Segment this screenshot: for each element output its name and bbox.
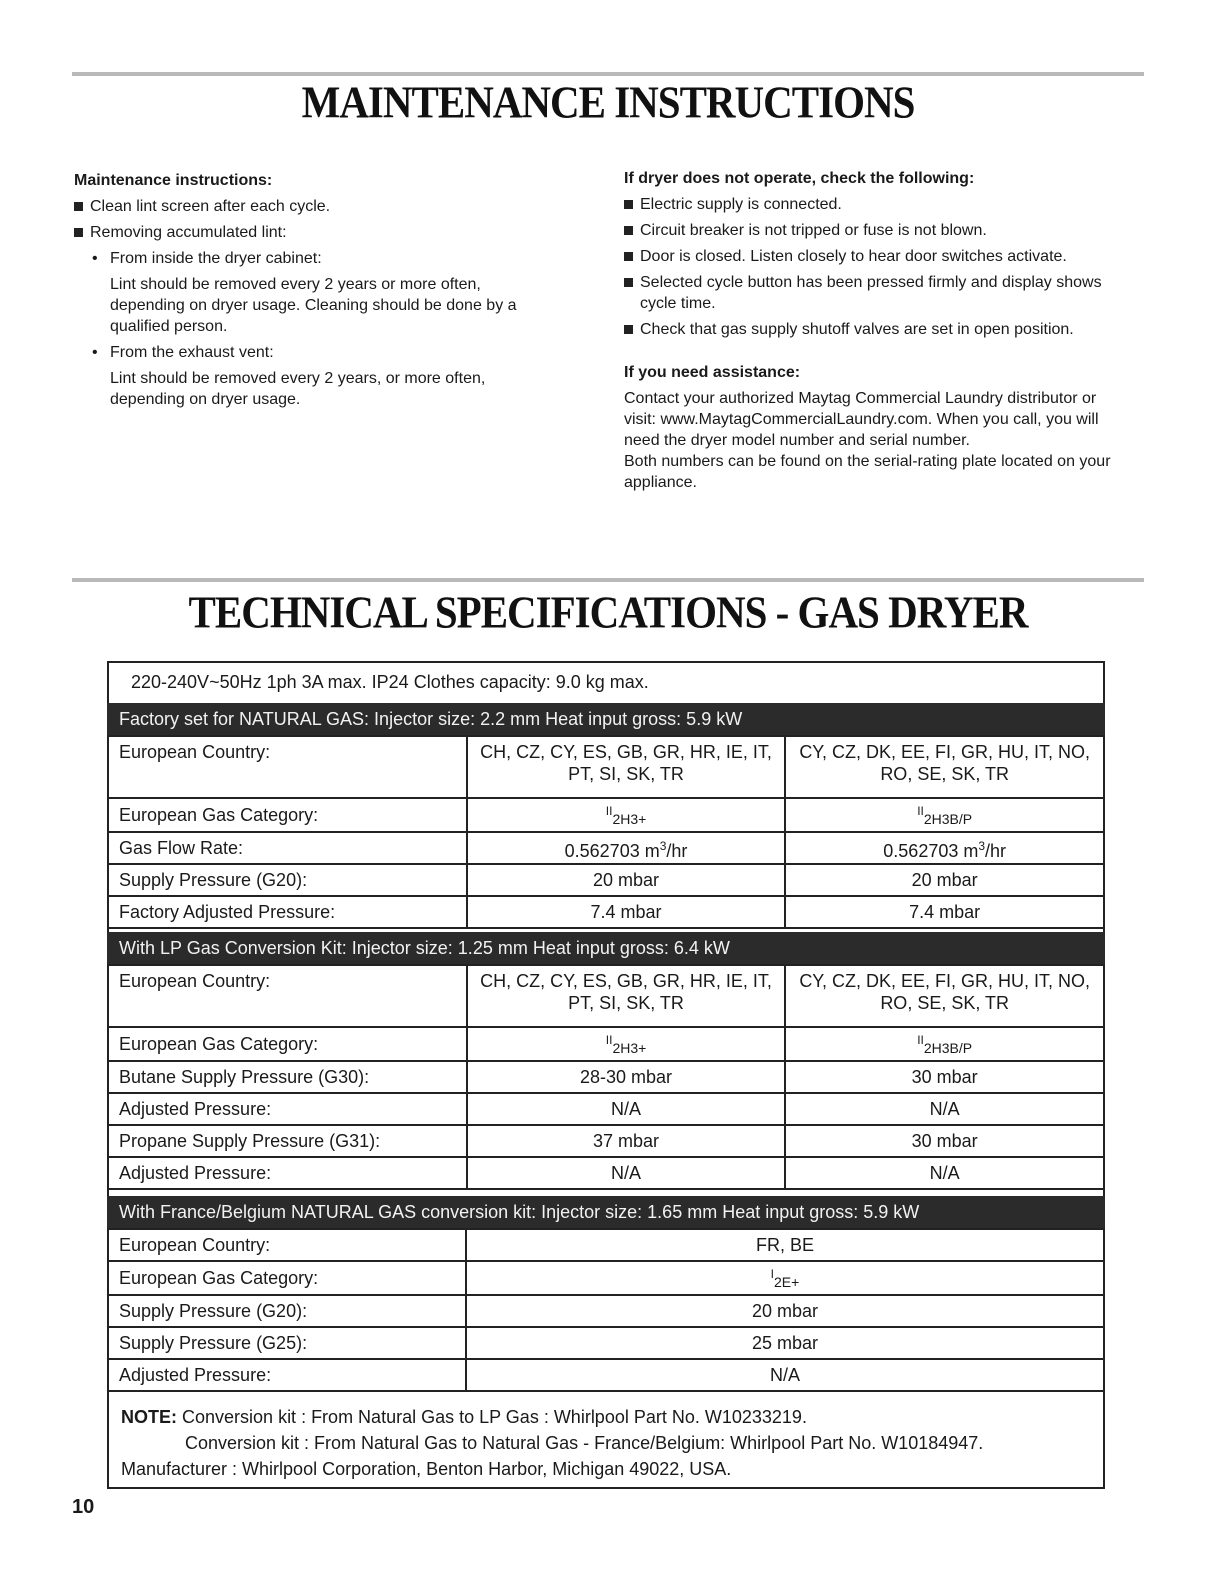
- cell-value: $^{II}_{2H3B/P}$: [785, 798, 1104, 832]
- row-label: Propane Supply Pressure (G31):: [108, 1125, 467, 1157]
- table-row: [108, 1359, 1104, 1391]
- cell-value: N/A: [785, 1093, 1104, 1125]
- table-row: [108, 864, 1104, 896]
- note-block: [121, 1404, 1096, 1482]
- natural-gas-table: [107, 735, 1105, 929]
- page-number: 10: [72, 1496, 95, 1518]
- specs-title: TECHNICAL SPECIFICATIONS - GAS DRYER: [188, 586, 1028, 638]
- assistance-text-2: Both numbers can be found on the serial-rating plate located on your appliance.: [624, 453, 1111, 491]
- france-belgium-band: With France/Belgium NATURAL GAS conversion kit: Injector size: 1.65 mm Heat input gross: 5.9 kW: [107, 1196, 1105, 1228]
- row-label: Adjusted Pressure:: [108, 1093, 467, 1125]
- cell-value: 7.4 mbar: [467, 896, 786, 928]
- bullet-item: Clean lint screen after each cycle.: [74, 196, 544, 217]
- maintenance-title: MAINTENANCE INSTRUCTIONS: [301, 76, 915, 128]
- france-belgium-table: [107, 1228, 1105, 1392]
- table-row: [108, 736, 1104, 798]
- sub-bullet-item: • From the exhaust vent:: [74, 342, 544, 363]
- row-label: European Country:: [108, 965, 467, 1027]
- square-bullet-icon: [624, 200, 633, 209]
- row-label: Supply Pressure (G20):: [108, 1295, 466, 1327]
- lp-gas-table: [107, 964, 1105, 1190]
- sub-bullet-item: • From inside the dryer cabinet:: [74, 248, 544, 269]
- cell-value: FR, BE: [466, 1229, 1104, 1261]
- cell-value: 20 mbar: [467, 864, 786, 896]
- note-line-3: Manufacturer : Whirlpool Corporation, Benton Harbor, Michigan 49022, USA.: [121, 1459, 732, 1479]
- bullet-item: Circuit breaker is not tripped or fuse is not blown.: [624, 220, 1134, 241]
- cell-value: CY, CZ, DK, EE, FI, GR, HU, IT, NO, RO, SE, SK, TR: [785, 736, 1104, 798]
- row-label: European Gas Category:: [108, 1261, 466, 1295]
- square-bullet-icon: [624, 278, 633, 287]
- maintenance-left-column: [74, 170, 544, 410]
- electrical-info: 220-240V~50Hz 1ph 3A max. IP24 Clothes capacity: 9.0 kg max.: [131, 672, 649, 692]
- sub-bullet-text: Lint should be removed every 2 years or more often, depending on dryer usage. Cleaning should be done by a qualified person.: [110, 276, 517, 335]
- table-row: [108, 1327, 1104, 1359]
- table-row: [108, 832, 1104, 864]
- cell-value: N/A: [467, 1157, 786, 1189]
- cell-value: $^I_{2E+}$: [466, 1261, 1104, 1295]
- cell-value: CH, CZ, CY, ES, GB, GR, HR, IE, IT, PT, SI, SK, TR: [467, 736, 786, 798]
- cell-value: N/A: [466, 1359, 1104, 1391]
- assistance-heading: If you need assistance:: [624, 364, 801, 381]
- table-row: [108, 798, 1104, 832]
- cell-value: $^{II}_{2H3B/P}$: [785, 1027, 1104, 1061]
- row-label: European Country:: [108, 1229, 466, 1261]
- note-label: NOTE:: [121, 1407, 177, 1427]
- table-row: [108, 1295, 1104, 1327]
- cell-value: N/A: [467, 1093, 786, 1125]
- row-label: Supply Pressure (G25):: [108, 1327, 466, 1359]
- assistance-text: Contact your authorized Maytag Commercial Laundry distributor or visit: www.MaytagCommercialLaundry.com. When you call, you will need the dryer model number and serial number.: [624, 390, 1099, 449]
- cell-value: 20 mbar: [785, 864, 1104, 896]
- square-bullet-icon: [624, 325, 633, 334]
- cell-value: N/A: [785, 1157, 1104, 1189]
- table-row: [108, 1229, 1104, 1261]
- bullet-item: Check that gas supply shutoff valves are set in open position.: [624, 319, 1134, 340]
- cell-value: 28-30 mbar: [467, 1061, 786, 1093]
- square-bullet-icon: [74, 202, 83, 211]
- cell-value: CH, CZ, CY, ES, GB, GR, HR, IE, IT, PT, SI, SK, TR: [467, 965, 786, 1027]
- natural-gas-band: Factory set for NATURAL GAS: Injector size: 2.2 mm Heat input gross: 5.9 kW: [107, 703, 1105, 735]
- row-label: Butane Supply Pressure (G30):: [108, 1061, 467, 1093]
- cell-value: 30 mbar: [785, 1061, 1104, 1093]
- square-bullet-icon: [624, 226, 633, 235]
- maintenance-heading: Maintenance instructions:: [74, 172, 273, 189]
- row-label: Gas Flow Rate:: [108, 832, 467, 864]
- cell-value: 30 mbar: [785, 1125, 1104, 1157]
- bullet-item: Door is closed. Listen closely to hear door switches activate.: [624, 246, 1134, 267]
- table-row: [108, 965, 1104, 1027]
- row-label: Adjusted Pressure:: [108, 1359, 466, 1391]
- cell-value: $^{II}_{2H3+}$: [467, 1027, 786, 1061]
- bullet-item: Electric supply is connected.: [624, 194, 1134, 215]
- section-rule: [72, 578, 1144, 582]
- cell-value: 25 mbar: [466, 1327, 1104, 1359]
- lp-gas-band: With LP Gas Conversion Kit: Injector size: 1.25 mm Heat input gross: 6.4 kW: [107, 932, 1105, 964]
- table-row: [108, 1061, 1104, 1093]
- bullet-item: Selected cycle button has been pressed firmly and display shows cycle time.: [624, 272, 1110, 314]
- square-bullet-icon: [74, 228, 83, 237]
- sub-bullet-text: Lint should be removed every 2 years, or more often, depending on dryer usage.: [110, 370, 486, 408]
- note-line-1: NOTE: Conversion kit : From Natural Gas to LP Gas : Whirlpool Part No. W10233219.: [121, 1407, 807, 1427]
- cell-value: 37 mbar: [467, 1125, 786, 1157]
- square-bullet-icon: [624, 252, 633, 261]
- row-label: European Gas Category:: [108, 798, 467, 832]
- table-row: [108, 1125, 1104, 1157]
- cell-value: 7.4 mbar: [785, 896, 1104, 928]
- row-label: European Country:: [108, 736, 467, 798]
- note-line-2: Conversion kit : From Natural Gas to Natural Gas - France/Belgium: Whirlpool Part No. W10184947.: [185, 1433, 984, 1453]
- row-label: Factory Adjusted Pressure:: [108, 896, 467, 928]
- cell-value: 20 mbar: [466, 1295, 1104, 1327]
- cell-value: $^{II}_{2H3+}$: [467, 798, 786, 832]
- table-row: [108, 1157, 1104, 1189]
- cell-value: 0.562703 $m^3/hr$: [785, 832, 1104, 864]
- table-row: [108, 1093, 1104, 1125]
- table-row: [108, 1027, 1104, 1061]
- cell-value: CY, CZ, DK, EE, FI, GR, HU, IT, NO, RO, SE, SK, TR: [785, 965, 1104, 1027]
- cell-value: 0.562703 $m^3/hr$: [467, 832, 786, 864]
- row-label: Adjusted Pressure:: [108, 1157, 467, 1189]
- row-label: Supply Pressure (G20):: [108, 864, 467, 896]
- row-label: European Gas Category:: [108, 1027, 467, 1061]
- bullet-item: Removing accumulated lint:: [74, 222, 544, 243]
- troubleshoot-heading: If dryer does not operate, check the following:: [624, 170, 975, 187]
- maintenance-right-column: [624, 168, 1134, 493]
- table-row: [108, 1261, 1104, 1295]
- table-row: [108, 896, 1104, 928]
